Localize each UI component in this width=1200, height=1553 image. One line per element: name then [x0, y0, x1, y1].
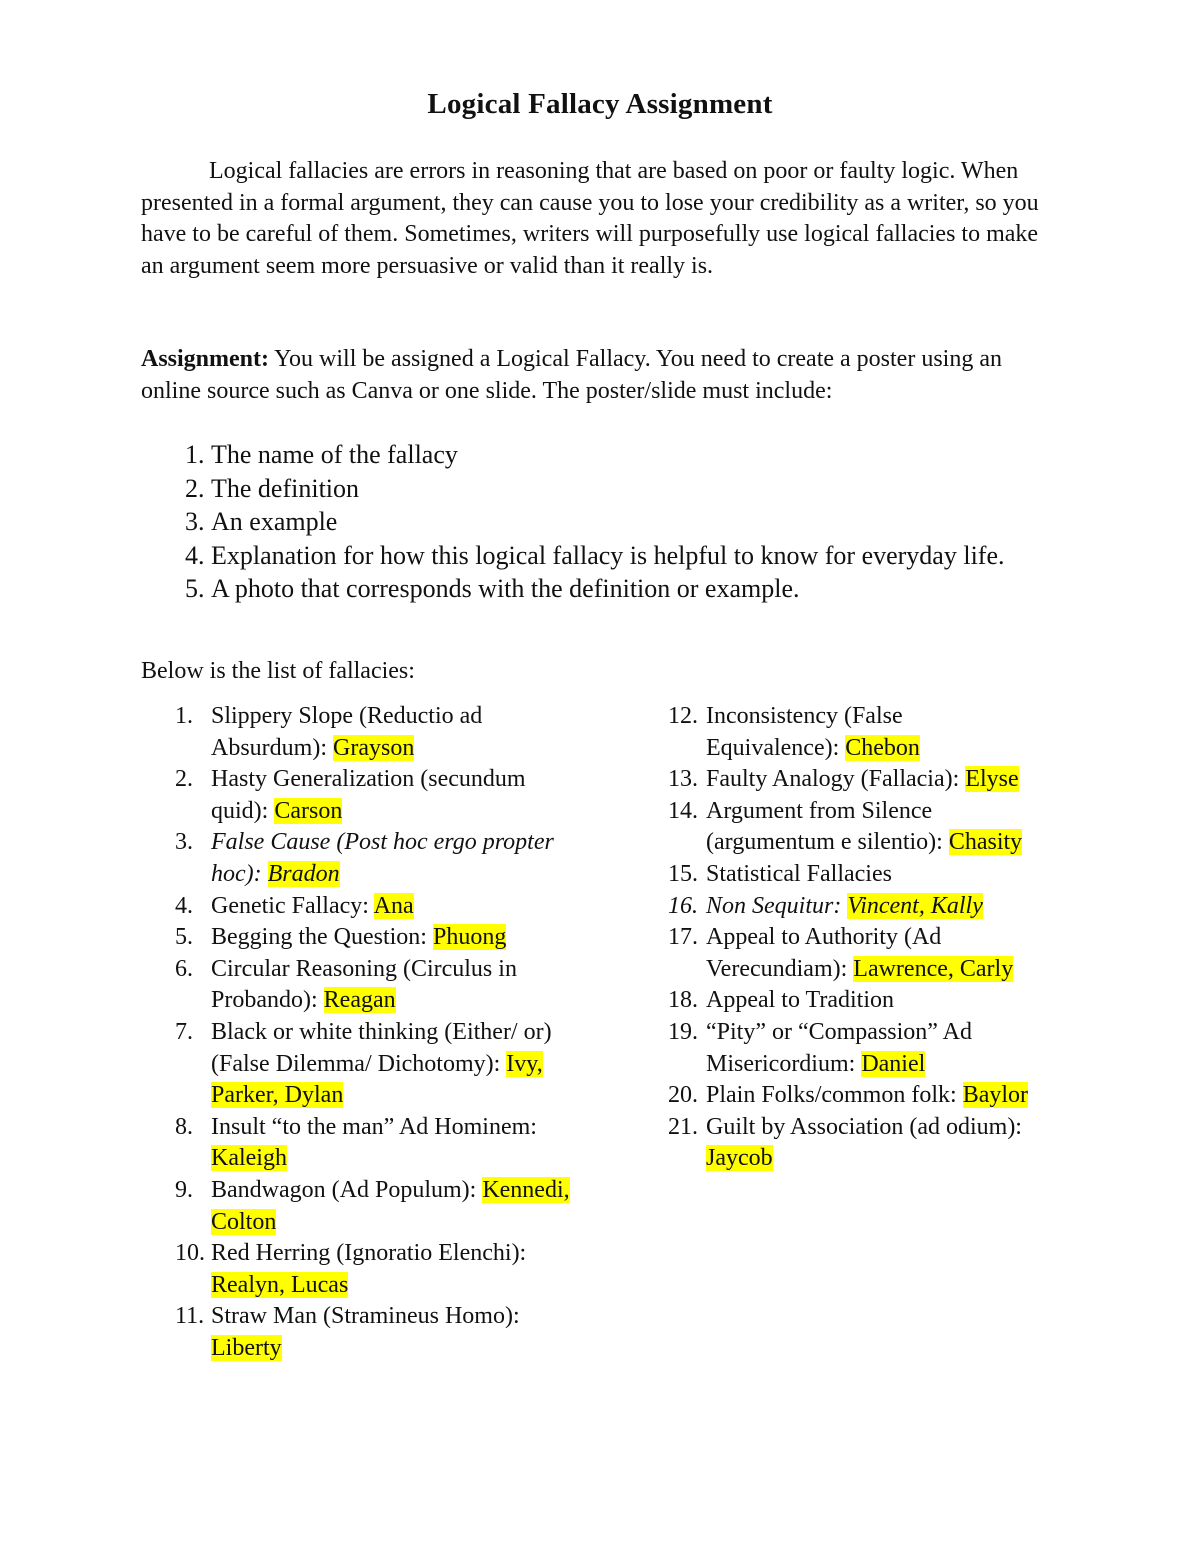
fallacy-number: 21. — [668, 1113, 698, 1140]
fallacy-text: Slippery Slope (Reductio ad Absurdum): — [211, 703, 483, 761]
fallacy-text: “Pity” or “Compassion” Ad Misericordium: — [706, 1018, 972, 1077]
fallacy-item — [668, 891, 1038, 923]
requirement-item — [141, 572, 1071, 606]
requirement-number: 3. — [185, 507, 205, 536]
fallacy-item — [141, 1301, 581, 1364]
assignment-label: Assignment: — [141, 346, 270, 372]
fallacy-item — [141, 1175, 581, 1238]
fallacy-item — [668, 764, 1038, 796]
requirement-item — [141, 505, 1071, 539]
fallacy-text: Guilt by Association (ad odium): — [706, 1113, 1022, 1140]
assigned-names: Ivy, Parker, Dylan — [211, 1050, 543, 1109]
fallacy-text: Faulty Analogy (Fallacia): — [706, 766, 966, 793]
fallacy-text: Insult “to the man” Ad Hominem: — [211, 1113, 537, 1140]
fallacy-list-intro: Below is the list of fallacies: — [141, 658, 415, 684]
requirement-text: The name of the fallacy — [211, 440, 458, 469]
requirement-text: Explanation for how this logical fallacy is helpful to know for everyday life. — [211, 540, 1005, 570]
fallacy-number: 18. — [668, 987, 698, 1014]
fallacy-text: Hasty Generalization (secundum quid): — [211, 766, 526, 824]
fallacy-item — [141, 891, 581, 923]
fallacy-text: Red Herring (Ignoratio Elenchi): — [211, 1240, 527, 1267]
fallacy-number: 6. — [175, 955, 193, 982]
document-title: Logical Fallacy Assignment — [427, 88, 773, 120]
fallacy-number: 10. — [175, 1240, 205, 1267]
assigned-names: Chebon — [845, 734, 920, 761]
fallacy-item — [668, 796, 1038, 859]
requirement-number: 1. — [185, 440, 205, 469]
assigned-names: Realyn, Lucas — [211, 1271, 349, 1298]
fallacy-number: 5. — [175, 924, 193, 951]
fallacy-item — [668, 859, 1038, 891]
fallacy-item — [141, 1238, 581, 1301]
fallacy-text: Plain Folks/common folk: — [706, 1082, 963, 1109]
fallacy-text: Argument from Silence (argumentum e silentio): — [706, 797, 949, 856]
fallacy-text: Inconsistency (False Equivalence): — [706, 703, 903, 761]
fallacy-text: Black or white thinking (Either/ or) (False Dilemma/ Dichotomy): — [211, 1018, 552, 1077]
assigned-names: Carson — [274, 797, 343, 824]
fallacy-item — [141, 1017, 581, 1112]
fallacy-number: 11. — [175, 1303, 205, 1330]
assigned-names: Ana — [373, 892, 414, 919]
requirement-item — [141, 472, 1071, 506]
requirement-item — [141, 539, 1071, 573]
fallacy-text: Appeal to Authority (Ad Verecundiam): — [706, 924, 942, 982]
fallacy-number: 3. — [175, 829, 193, 856]
fallacy-item — [668, 1080, 1038, 1112]
assigned-names: Elyse — [965, 766, 1019, 793]
fallacy-item — [141, 764, 581, 827]
fallacy-item — [141, 954, 581, 1017]
assigned-names: Vincent, Kally — [847, 892, 983, 919]
requirement-item — [141, 438, 1071, 472]
fallacy-text: Statistical Fallacies — [706, 860, 892, 887]
fallacy-number: 4. — [175, 892, 193, 919]
requirement-text: An example — [211, 507, 338, 536]
fallacy-text: Circular Reasoning (Circulus in Probando): — [211, 955, 517, 1014]
fallacy-text: False Cause (Post hoc ergo propter hoc): — [211, 829, 554, 887]
fallacy-number: 15. — [668, 860, 698, 887]
fallacy-text: Bandwagon (Ad Populum): — [211, 1176, 483, 1203]
assigned-names: Baylor — [962, 1082, 1029, 1109]
fallacy-number: 7. — [175, 1018, 193, 1045]
assigned-names: Liberty — [211, 1334, 282, 1361]
assigned-names: Bradon — [267, 860, 340, 887]
assigned-names: Daniel — [861, 1050, 926, 1077]
assignment-text: You will be assigned a Logical Fallacy. You need to create a poster using an online source such as Canva or one slide. The poster/slide must include: — [141, 346, 1002, 404]
fallacy-text: Non Sequitur: — [706, 892, 848, 919]
fallacy-text: Genetic Fallacy: — [211, 892, 374, 919]
requirement-text: The definition — [211, 473, 360, 503]
requirement-text: A photo that corresponds with the definition or example. — [211, 574, 800, 603]
fallacy-item — [141, 922, 581, 954]
fallacy-number: 14. — [668, 797, 698, 824]
fallacy-number: 17. — [668, 924, 698, 951]
fallacy-text: Begging the Question: — [211, 924, 433, 951]
fallacy-text: Appeal to Tradition — [706, 987, 895, 1014]
fallacy-item — [668, 701, 1038, 764]
fallacy-item — [141, 701, 581, 764]
fallacy-number: 16. — [668, 892, 698, 919]
requirement-number: 5. — [185, 574, 205, 603]
fallacy-text: Straw Man (Stramineus Homo): — [211, 1303, 520, 1330]
fallacy-number: 9. — [175, 1176, 193, 1203]
fallacy-item — [668, 1112, 1038, 1175]
assigned-names: Phuong — [432, 924, 507, 951]
assigned-names: Kennedi, Colton — [211, 1176, 570, 1235]
fallacy-number: 8. — [175, 1113, 193, 1140]
assigned-names: Chasity — [948, 829, 1023, 856]
assigned-names: Kaleigh — [211, 1145, 287, 1172]
fallacy-item — [668, 1017, 1038, 1080]
requirement-number: 2. — [185, 473, 205, 503]
assigned-names: Jaycob — [706, 1145, 773, 1172]
fallacy-list-right — [668, 701, 1038, 1175]
fallacy-number: 1. — [175, 703, 193, 729]
fallacy-item — [141, 1112, 581, 1175]
fallacy-number: 20. — [668, 1082, 698, 1109]
requirement-number: 4. — [185, 540, 205, 570]
assigned-names: Lawrence, Carly — [853, 955, 1014, 982]
assigned-names: Reagan — [323, 987, 396, 1014]
fallacy-item — [141, 827, 581, 890]
requirements-list — [141, 438, 1071, 606]
fallacy-list-left — [141, 701, 581, 1364]
fallacy-item — [668, 922, 1038, 985]
assigned-names: Grayson — [333, 734, 415, 761]
fallacy-item — [668, 985, 1038, 1017]
assignment-paragraph — [141, 344, 1061, 407]
fallacy-number: 13. — [668, 766, 698, 793]
intro-paragraph: Logical fallacies are errors in reasoning that are based on poor or faulty logic. When presented in a formal argument, they can cause you to lose your credibility as a writer, so you have to be careful of them. Sometimes, writers will purposefully use logical fallacies to make an argument seem more persuasive or valid than it really is. — [141, 158, 1039, 279]
fallacy-number: 12. — [668, 703, 698, 729]
fallacy-number: 2. — [175, 766, 193, 793]
fallacy-number: 19. — [668, 1018, 698, 1045]
